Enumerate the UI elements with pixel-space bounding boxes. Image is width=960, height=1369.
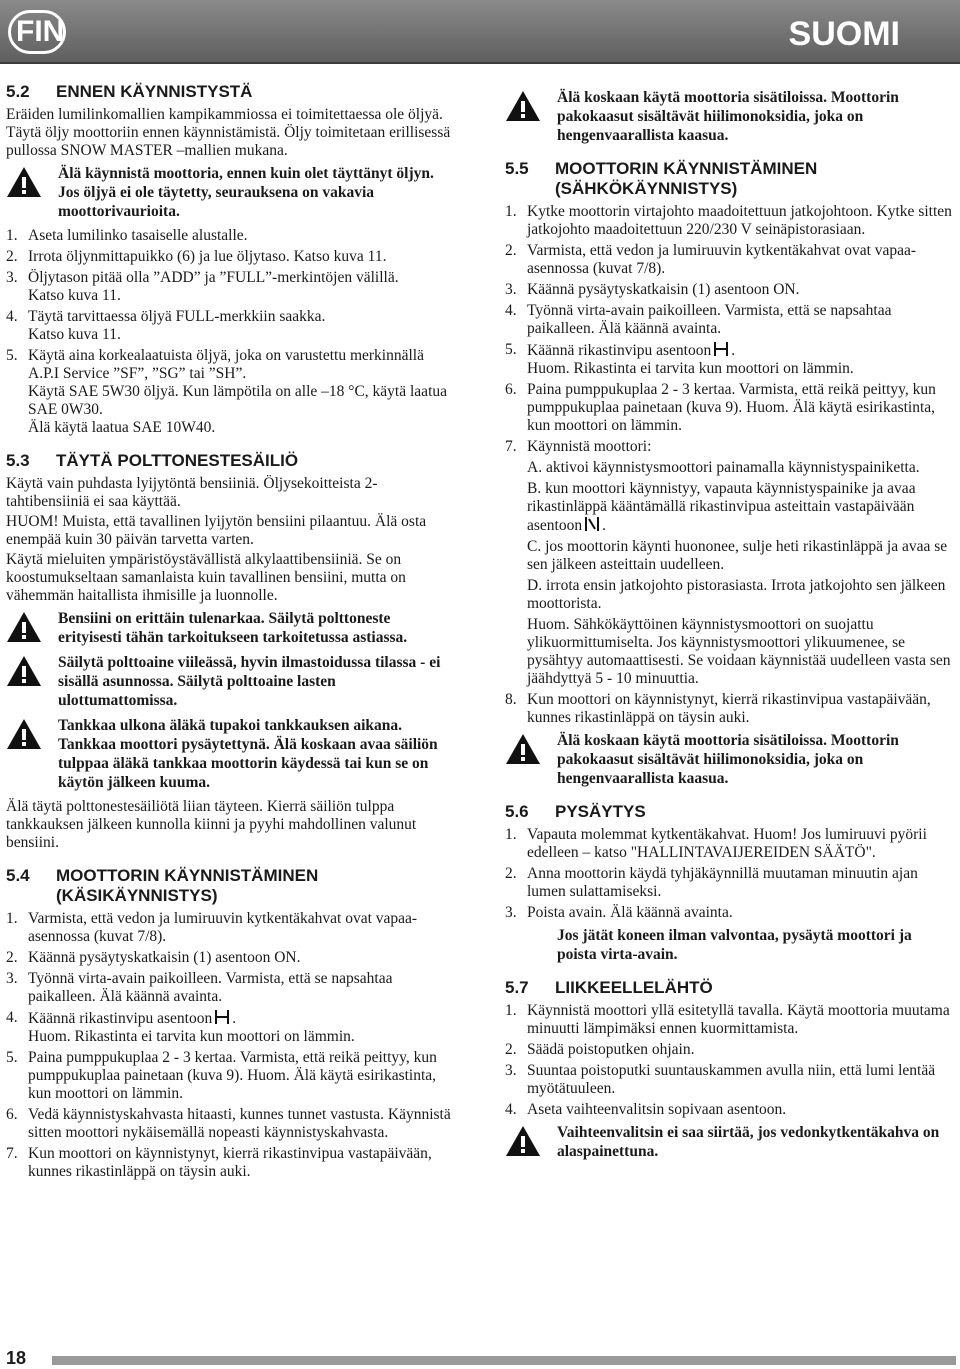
section-5-7-steps [505,1002,952,1119]
list-item: 1. Varmista, että vedon ja lumiruuvin kytkentäkahvat ovat vapaa-asennossa (kuvat 7/8). [6,910,418,945]
indoor-warning: Älä koskaan käytä moottoria sisätiloissa. Moottorin pakokaasut sisältävät hiilimonoksidia, joka on hengenvaarallista kaasua. [505,88,952,145]
fuel-paragraph-1: Käytä vain puhdasta lyijytöntä bensiiniä. Öljysekoitteista 2-tahtibensiiniä ei saa käyttää. [6,475,378,510]
list-item: 3. Suuntaa poistoputki suuntauskammen avulla niin, että lumi lentää myötätuuleen. [505,1062,936,1097]
section-5-6-steps [505,826,952,922]
oil-warning: Älä käynnistä moottoria, ennen kuin olet täyttänyt öljyn. Jos öljyä ei ole täytetty, seurauksena on vakavia moottorivaurioita. [6,164,454,221]
warning-icon [505,1125,541,1157]
fuel-warning-1: Bensiini on erittäin tulenarkaa. Säilytä polttoneste erityisesti tähän tarkoitukseen tarkoitetussa astiassa. [6,609,454,647]
run-position-icon [584,516,600,532]
section-5-6-heading: 5.6 PYSÄYTYS [505,802,646,821]
section-5-2-intro: Eräiden lumilinkomallien kampikammiossa ei toimitettaessa ole öljyä. Täytä öljy moottoriin ennen käynnistämistä. Öljy toimitetaan erillisessä pullossa SNOW MASTER –mallien mukana. [6,106,451,159]
right-column [505,82,952,1167]
list-item: 3. Käännä pysäytyskatkaisin (1) asentoon ON. [505,281,800,298]
section-5-5-heading: 5.5 MOOTTORIN KÄYNNISTÄMINEN (SÄHKÖKÄYNNISTYS) [505,159,818,198]
warning-icon [6,166,42,198]
list-item: 4. Aseta vaihteenvalitsin sopivaan asentoon. [505,1101,787,1118]
section-5-4-heading: 5.4 MOOTTORIN KÄYNNISTÄMINEN (KÄSIKÄYNNISTYS) [6,866,319,905]
fuel-paragraph-2: HUOM! Muista, että tavallinen lyijytön bensiini pilaantuu. Älä osta enempää kuin 30 päivän tarvetta varten. [6,513,427,548]
list-item: 2. Anna moottorin käydä tyhjäkäynnillä muutaman minuutin ajan lumen sulattamiseksi. [505,865,918,900]
list-item: 1. Kytke moottorin virtajohto maadoitettuun jatkojohtoon. Kytke sitten jatkojohto maadoitettuun 220/230 V seinäpistorasiaan. [505,203,952,238]
list-item: 3. Öljytason pitää olla ”ADD” ja ”FULL”-merkintöjen välillä. Katso kuva 11. [6,269,399,304]
list-item: 4. Täytä tarvittaessa öljyä FULL-merkkiin saakka. Katso kuva 11. [6,308,326,343]
page-header [0,0,960,64]
section-5-3-heading: 5.3 TÄYTÄ POLTTONESTESÄILIÖ [6,451,299,470]
list-item: 3. Työnnä virta-avain paikoilleen. Varmista, että se napsahtaa paikalleen. Älä käännä avainta. [6,970,393,1005]
list-item: 1. Vapauta molemmat kytkentäkahvat. Huom! Jos lumiruuvi pyörii edelleen – katso "HALLINTAVAIJEREIDEN SÄÄTÖ". [505,826,927,861]
list-item: 2. Säädä poistoputken ohjain. [505,1041,695,1058]
choke-icon [713,341,729,357]
language-title: SUOMI [788,15,900,53]
fuel-paragraph-3: Käytä mieluiten ympäristöystävällistä alkylaattibensiiniä. Se on koostumukseltaan samanlaista kuin tavallinen bensiini, mutta on vähemmän haitallista ihmisille ja luonnolle. [6,551,406,604]
gear-warning: Vaihteenvalitsin ei saa siirtää, jos vedonkytkentäkahva on alaspainettuna. [505,1123,952,1161]
list-item: 4. Työnnä virta-avain paikoilleen. Varmista, että se napsahtaa paikalleen. Älä käännä avainta. [505,302,892,337]
footer-bar [52,1356,956,1365]
list-item: 2. Varmista, että vedon ja lumiruuvin kytkentäkahvat ovat vapaa-asennossa (kuvat 7/8). [505,242,917,277]
warning-icon [505,733,541,765]
section-5-7-heading: 5.7 LIIKKEELLELÄHTÖ [505,978,713,997]
section-5-5-steps [505,203,952,727]
fuel-warning-3: Tankkaa ulkona äläkä tupakoi tankkauksen aikana. Tankkaa moottori pysäytettynä. Älä koskaan avaa säiliön tulppaa äläkä tankkaa moottorin käydessä tai kun se on käytön jälkeen kuuma. [6,716,454,792]
section-5-4-steps [6,910,454,1181]
fuel-paragraph-4: Älä täytä polttonestesäiliötä liian täyteen. Kierrä säiliön tulppa tankkauksen jälkeen kunnolla kiinni ja pyyhi mahdollinen valunut bensiini. [6,798,417,851]
page-number: 18 [6,1348,27,1368]
list-item: 7. Käynnistä moottori: A. aktivoi käynnistysmoottori painamalla käynnistyspainiketta. B. kun moottori käynnistyy, vapauta käynnistyspainike ja avaa rikastinläppä kääntämällä rikastinvipua asteittain vastapäivään asentoon . C. jos moottorin käynti huononee, sulje heti rikastinläppä ja avaa se sen jälkeen asteittain uudelleen. D. irrota ensin jatkojohto pistorasiasta. Irrota jatkojohto sen jälkeen moottorista. Huom. Sähkökäyttöinen käynnistysmoottori on suojattu ylikuormittumiselta. Jos käynnistysmoottori ylikuumenee, se pysähtyy automaattisesti. Se voidaan käynnistää uudelleen vasta sen jäähdyttyä 5 - 10 minuuttia. [505,438,951,687]
left-column [6,82,454,1184]
list-item: 6. Vedä käynnistyskahvasta hitaasti, kunnes tunnet vastusta. Käynnistä sitten moottori nykäisemällä nopeasti käynnistyskahvasta. [6,1106,451,1141]
warning-icon [505,90,541,122]
list-item: 5. Paina pumppukuplaa 2 - 3 kertaa. Varmista, että reikä peittyy, kun pumppukuplaa painetaan (kuva 9). Huom. Älä käytä esirikastinta, kun moottori on lämmin. [6,1049,437,1102]
section-5-2-steps [6,227,454,437]
section-5-2-heading: 5.2 ENNEN KÄYNNISTYSTÄ [6,82,253,101]
list-item: 5. Käännä rikastinvipu asentoon . Huom. Rikastinta ei tarvita kun moottori on lämmin. [505,341,854,377]
list-item: 4. Käännä rikastinvipu asentoon . Huom. Rikastinta ei tarvita kun moottori on lämmin. [6,1009,355,1045]
warning-icon [6,655,42,687]
list-item: 1. Käynnistä moottori yllä esitetyllä tavalla. Käytä moottoria muutama minuutti lämpimäksi ennen kuormittamista. [505,1002,950,1037]
list-item: 3. Poista avain. Älä käännä avainta. [505,904,733,921]
warning-icon [6,718,42,750]
list-item: 2. Käännä pysäytyskatkaisin (1) asentoon ON. [6,949,301,966]
list-item: 8. Kun moottori on käynnistynyt, kierrä rikastinvipua vastapäivään, kunnes rikastinläppä on täysin auki. [505,691,931,726]
warning-icon [6,611,42,643]
language-badge: FIN [8,10,66,54]
fuel-warning-2: Säilytä polttoaine viileässä, hyvin ilmastoidussa tilassa - ei sisällä asunnossa. Säilytä polttoaine lasten ulottumattomissa. [6,653,454,710]
list-item: 6. Paina pumppukuplaa 2 - 3 kertaa. Varmista, että reikä peittyy, kun pumppukuplaa painetaan (kuva 9). Huom. Älä käytä esirikastinta, kun moottori on lämmin. [505,381,936,434]
list-item: 5. Käytä aina korkealaatuista öljyä, joka on varustettu merkinnällä A.P.I Service ”SF”, ”SG” tai ”SH”. Käytä SAE 5W30 öljyä. Kun lämpötila on alle –18 °C, käytä laatua SAE 0W30. Älä käytä laatua SAE 10W40. [6,347,447,436]
choke-icon [214,1009,230,1025]
list-item: 7. Kun moottori on käynnistynyt, kierrä rikastinvipua vastapäivään, kunnes rikastinläppä on täysin auki. [6,1145,432,1180]
indoor-warning-2: Älä koskaan käytä moottoria sisätiloissa. Moottorin pakokaasut sisältävät hiilimonoksidia, joka on hengenvaarallista kaasua. [505,731,952,788]
list-item: 2. Irrota öljynmittapuikko (6) ja lue öljytaso. Katso kuva 11. [6,248,387,265]
list-item: 1. Aseta lumilinko tasaiselle alustalle. [6,227,248,244]
stop-note: Jos jätät koneen ilman valvontaa, pysäytä moottori ja poista virta-avain. [557,927,912,963]
